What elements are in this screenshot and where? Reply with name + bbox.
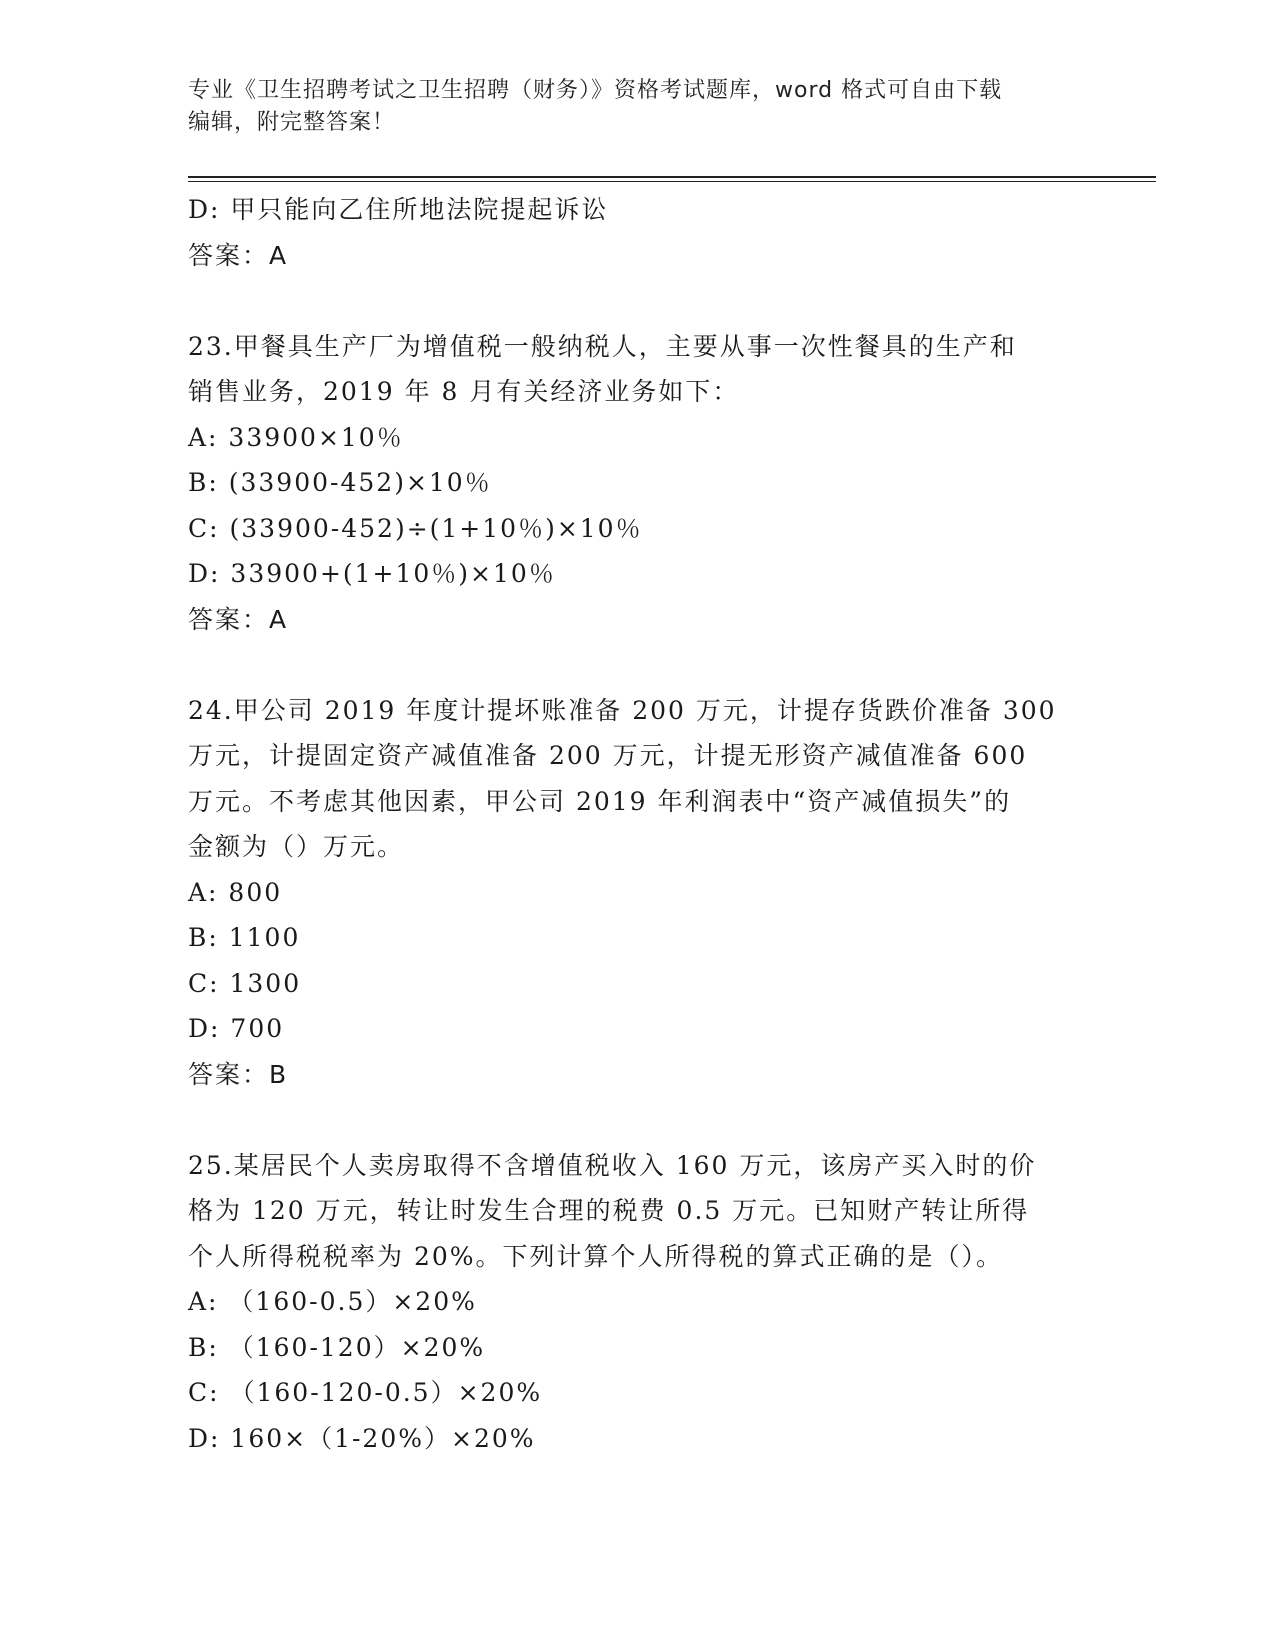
header-divider-thin <box>188 181 1156 182</box>
question-23-stem-line-1: 23.甲餐具生产厂为增值税一般纳税人，主要从事一次性餐具的生产和 <box>188 331 1017 361</box>
question-content <box>188 187 1088 1461</box>
question-24-option-a: A: 800 <box>188 877 283 907</box>
question-25-stem-line-3: 个人所得税税率为 20%。下列计算个人所得税的算式正确的是（）。 <box>188 1241 1004 1271</box>
question-23-stem-line-2: 销售业务，2019 年 8 月有关经济业务如下： <box>188 377 740 406</box>
spacer <box>188 1097 1088 1143</box>
question-24-stem-line-1: 24.甲公司 2019 年度计提坏账准备 200 万元，计提存货跌价准备 300 <box>188 695 1057 725</box>
spacer <box>188 642 1088 688</box>
question-24-stem-line-2: 万元，计提固定资产减值准备 200 万元，计提无形资产减值准备 600 <box>188 741 1028 770</box>
question-24 <box>188 688 1088 1098</box>
spacer <box>188 278 1088 324</box>
question-25-stem-line-1: 25.某居民个人卖房取得不含增值税收入 160 万元，该房产买入时的价 <box>188 1150 1037 1180</box>
question-24-option-c: C: 1300 <box>188 968 302 998</box>
question-23-answer: 答案：A <box>188 604 289 634</box>
prev-question-answer: 答案：A <box>188 240 289 270</box>
question-24-stem-line-3: 万元。不考虑其他因素，甲公司 2019 年利润表中“资产减值损失”的 <box>188 786 1012 816</box>
question-24-stem-line-4: 金额为（）万元。 <box>188 832 405 861</box>
question-24-option-d: D: 700 <box>188 1014 285 1043</box>
question-23-option-b: B: (33900-452)×10％ <box>188 468 492 497</box>
question-24-answer: 答案：B <box>188 1059 289 1089</box>
question-25-option-a: A: （160-0.5）×20% <box>188 1287 477 1316</box>
question-25-option-d: D: 160×（1-20%）×20% <box>188 1423 536 1453</box>
question-25-option-c: C: （160-120-0.5）×20% <box>188 1378 543 1407</box>
header-line-2: 编辑，附完整答案！ <box>188 110 396 135</box>
question-23-option-c: C: (33900-452)÷(1+10％)×10％ <box>188 513 643 543</box>
question-25-option-b: B: （160-120）×20% <box>188 1332 486 1362</box>
question-24-option-b: B: 1100 <box>188 923 301 952</box>
question-25 <box>188 1143 1088 1462</box>
prev-question-option-d: D: 甲只能向乙住所地法院提起诉讼 <box>188 195 609 224</box>
header-line-1: 专业《卫生招聘考试之卫生招聘（财务）》资格考试题库，word 格式可自由下载 <box>188 78 1003 103</box>
question-25-stem-line-2: 格为 120 万元，转让时发生合理的税费 0.5 万元。已知财产转让所得 <box>188 1196 1030 1225</box>
question-23-option-a: A: 33900×10％ <box>188 422 404 452</box>
question-23-option-d: D: 33900+(1+10％)×10％ <box>188 559 556 588</box>
page-header <box>188 75 1068 139</box>
header-divider-thick <box>188 176 1156 178</box>
question-23 <box>188 324 1088 643</box>
